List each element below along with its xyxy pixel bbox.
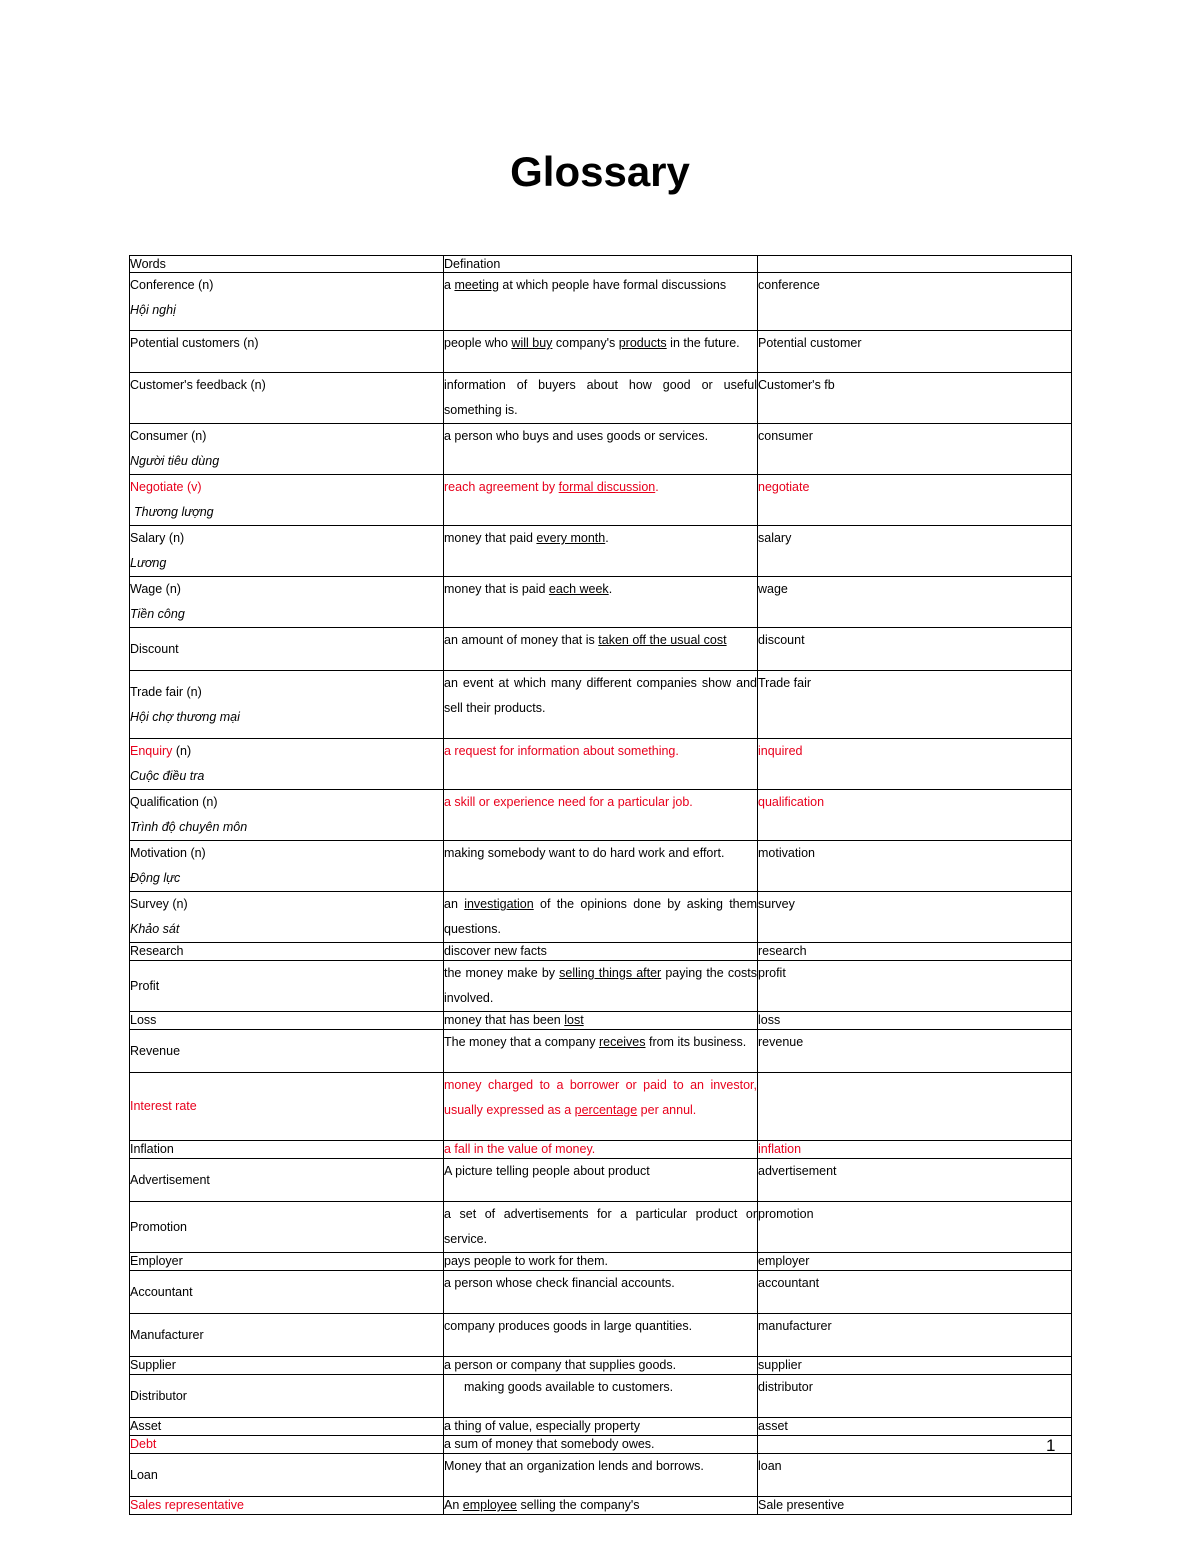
- table-row: [130, 424, 1072, 475]
- note-cell: revenue: [758, 1030, 1072, 1073]
- definition-text: money that paid: [444, 531, 537, 545]
- definition-text: money that is paid: [444, 582, 549, 596]
- word-text: Trade fair (n): [130, 684, 202, 699]
- word-text: Enquiry: [130, 744, 173, 758]
- table-row: [130, 1497, 1072, 1515]
- word-text: Survey (n): [130, 897, 188, 911]
- table-row: [130, 526, 1072, 577]
- note-cell: inquired: [758, 739, 1072, 790]
- definition-cell: a person who buys and uses goods or services.: [444, 424, 758, 475]
- table-row: [130, 739, 1072, 790]
- definition-text: the money make by: [444, 966, 560, 980]
- word-cell: [130, 475, 444, 526]
- definition-cell: [444, 1497, 758, 1515]
- word-cell: Advertisement: [130, 1159, 444, 1202]
- definition-cell: [444, 628, 758, 671]
- table-row: [130, 841, 1072, 892]
- word-cell: [130, 790, 444, 841]
- word-translation: Trình độ chuyên môn: [130, 820, 248, 834]
- note-cell: profit: [758, 961, 1072, 1012]
- word-translation: Lương: [130, 556, 167, 570]
- word-translation: Cuộc điều tra: [130, 769, 205, 783]
- word-cell: Manufacturer: [130, 1314, 444, 1357]
- definition-underlined: each week: [548, 582, 609, 596]
- definition-text: at which people have formal discussions: [498, 278, 727, 292]
- definition-cell: making somebody want to do hard work and effort.: [444, 841, 758, 892]
- table-row: [130, 1357, 1072, 1375]
- table-row: [130, 1454, 1072, 1497]
- note-cell: asset: [758, 1418, 1072, 1436]
- word-cell: Accountant: [130, 1271, 444, 1314]
- word-translation: Động lực: [130, 871, 181, 885]
- definition-cell: a request for information about something.: [444, 739, 758, 790]
- table-row: [130, 1202, 1072, 1253]
- definition-text: selling the company's: [516, 1498, 640, 1512]
- definition-text: paying the costs involved.: [444, 966, 757, 1005]
- definition-underlined: percentage: [574, 1103, 638, 1117]
- note-cell: negotiate: [758, 475, 1072, 526]
- page-title: Glossary: [510, 148, 690, 195]
- definition-cell: a set of advertisements for a particular product or service.: [444, 1202, 758, 1253]
- definition-text: people who: [444, 336, 512, 350]
- definition-cell: [444, 1012, 758, 1030]
- definition-cell: information of buyers about how good or useful something is.: [444, 373, 758, 424]
- definition-underlined: lost: [564, 1013, 584, 1027]
- definition-cell: Money that an organization lends and borrows.: [444, 1454, 758, 1497]
- definition-underlined: receives: [598, 1035, 646, 1049]
- note-cell: motivation: [758, 841, 1072, 892]
- word-text: Conference (n): [130, 278, 214, 292]
- table-row: [130, 1141, 1072, 1159]
- word-translation: Khảo sát: [130, 922, 180, 936]
- word-cell: Debt: [130, 1436, 444, 1454]
- table-header-row: [130, 256, 1072, 273]
- word-cell: Asset: [130, 1418, 444, 1436]
- note-cell: promotion: [758, 1202, 1072, 1253]
- definition-text: An: [444, 1498, 463, 1512]
- table-row: [130, 1073, 1072, 1141]
- definition-cell: a thing of value, especially property: [444, 1418, 758, 1436]
- note-cell: loss: [758, 1012, 1072, 1030]
- definition-underlined: taken off the usual cost: [598, 633, 727, 647]
- table-row: [130, 961, 1072, 1012]
- definition-cell: making goods available to customers.: [444, 1375, 758, 1418]
- table-row: [130, 671, 1072, 739]
- header-words: Words: [130, 256, 444, 273]
- table-row: [130, 1375, 1072, 1418]
- table-row: [130, 1012, 1072, 1030]
- word-cell: Revenue: [130, 1030, 444, 1073]
- definition-text: per annul.: [637, 1103, 697, 1117]
- table-row: [130, 790, 1072, 841]
- table-row: [130, 373, 1072, 424]
- definition-cell: a fall in the value of money.: [444, 1141, 758, 1159]
- word-text: Negotiate (v): [130, 480, 202, 494]
- definition-cell: a sum of money that somebody owes.: [444, 1436, 758, 1454]
- table-row: [130, 892, 1072, 943]
- definition-cell: [444, 1030, 758, 1073]
- word-cell: Interest rate: [130, 1073, 444, 1141]
- word-cell: [130, 841, 444, 892]
- definition-text: in the future.: [666, 336, 740, 350]
- word-cell: Sales representative: [130, 1497, 444, 1515]
- note-cell: discount: [758, 628, 1072, 671]
- table-row: [130, 273, 1072, 331]
- definition-cell: pays people to work for them.: [444, 1253, 758, 1271]
- word-cell: Supplier: [130, 1357, 444, 1375]
- word-cell: [130, 671, 444, 739]
- definition-underlined: meeting: [454, 278, 499, 292]
- definition-cell: [444, 961, 758, 1012]
- word-translation: Thương lượng: [134, 505, 214, 519]
- note-cell: accountant: [758, 1271, 1072, 1314]
- definition-text: an: [444, 897, 465, 911]
- note-cell: distributor: [758, 1375, 1072, 1418]
- word-text: Wage (n): [130, 582, 181, 596]
- word-pos: (n): [172, 744, 192, 758]
- definition-cell: discover new facts: [444, 943, 758, 961]
- definition-underlined: every month: [536, 531, 606, 545]
- table-row: [130, 1418, 1072, 1436]
- note-cell: [758, 1073, 1072, 1141]
- word-text: Motivation (n): [130, 846, 206, 860]
- definition-underlined: formal discussion: [558, 480, 656, 494]
- word-cell: Research: [130, 943, 444, 961]
- definition-text: money that has been: [444, 1013, 565, 1027]
- note-cell: [758, 1436, 1072, 1454]
- table-row: [130, 331, 1072, 373]
- note-cell: Trade fair: [758, 671, 1072, 739]
- definition-underlined: selling things after: [559, 966, 662, 980]
- definition-text: of the opinions done by asking them questions.: [444, 897, 757, 936]
- word-cell: Promotion: [130, 1202, 444, 1253]
- definition-cell: [444, 526, 758, 577]
- note-cell: research: [758, 943, 1072, 961]
- definition-text: The money that a company: [444, 1035, 599, 1049]
- table-row: [130, 577, 1072, 628]
- table-row: [130, 1253, 1072, 1271]
- definition-cell: [444, 1073, 758, 1141]
- definition-cell: [444, 892, 758, 943]
- definition-text: an amount of money that is: [444, 633, 599, 647]
- word-cell: Distributor: [130, 1375, 444, 1418]
- note-cell: Potential customer: [758, 331, 1072, 373]
- word-translation: Hội nghị: [130, 303, 176, 317]
- note-cell: qualification: [758, 790, 1072, 841]
- word-translation: Tiền công: [130, 607, 185, 621]
- note-cell: conference: [758, 273, 1072, 331]
- note-cell: advertisement: [758, 1159, 1072, 1202]
- definition-underlined: investigation: [464, 897, 534, 911]
- word-cell: [130, 739, 444, 790]
- definition-cell: a person or company that supplies goods.: [444, 1357, 758, 1375]
- note-cell: consumer: [758, 424, 1072, 475]
- note-cell: Customer's fb: [758, 373, 1072, 424]
- definition-text: a: [444, 278, 455, 292]
- word-translation: Người tiêu dùng: [130, 454, 220, 468]
- word-cell: Discount: [130, 628, 444, 671]
- definition-underlined: will buy: [511, 336, 553, 350]
- table-row: [130, 1271, 1072, 1314]
- word-cell: [130, 273, 444, 331]
- definition-underlined: products: [618, 336, 667, 350]
- word-cell: [130, 526, 444, 577]
- definition-cell: company produces goods in large quantities.: [444, 1314, 758, 1357]
- header-definition: Defination: [444, 256, 758, 273]
- note-cell: loan: [758, 1454, 1072, 1497]
- table-row: [130, 628, 1072, 671]
- table-row: [130, 1314, 1072, 1357]
- table-row: [130, 943, 1072, 961]
- note-cell: supplier: [758, 1357, 1072, 1375]
- word-cell: Loss: [130, 1012, 444, 1030]
- table-row: [130, 1030, 1072, 1073]
- word-cell: [130, 577, 444, 628]
- word-text: Consumer (n): [130, 429, 207, 443]
- table-row: [130, 1159, 1072, 1202]
- definition-cell: A picture telling people about product: [444, 1159, 758, 1202]
- definition-cell: [444, 577, 758, 628]
- note-cell: inflation: [758, 1141, 1072, 1159]
- table-row: [130, 475, 1072, 526]
- definition-cell: a skill or experience need for a particular job.: [444, 790, 758, 841]
- definition-cell: an event at which many different companies show and sell their products.: [444, 671, 758, 739]
- word-cell: [130, 424, 444, 475]
- note-cell: manufacturer: [758, 1314, 1072, 1357]
- word-cell: Potential customers (n): [130, 331, 444, 373]
- word-cell: [130, 892, 444, 943]
- note-cell: survey: [758, 892, 1072, 943]
- page-number: 1: [1046, 1436, 1056, 1455]
- word-cell: Inflation: [130, 1141, 444, 1159]
- definition-text: reach agreement by: [444, 480, 559, 494]
- word-cell: Customer's feedback (n): [130, 373, 444, 424]
- note-cell: salary: [758, 526, 1072, 577]
- word-text: Salary (n): [130, 531, 185, 545]
- definition-text: .: [655, 480, 659, 494]
- definition-text: money charged to a borrower or paid to an investor, usually expressed as a: [444, 1078, 757, 1117]
- definition-text: .: [605, 531, 609, 545]
- word-text: Qualification (n): [130, 795, 218, 809]
- definition-underlined: employee: [462, 1498, 517, 1512]
- table-row: [130, 1436, 1072, 1454]
- definition-cell: [444, 331, 758, 373]
- definition-cell: [444, 273, 758, 331]
- note-cell: employer: [758, 1253, 1072, 1271]
- definition-cell: [444, 475, 758, 526]
- note-cell: wage: [758, 577, 1072, 628]
- word-cell: Loan: [130, 1454, 444, 1497]
- word-cell: Employer: [130, 1253, 444, 1271]
- definition-text: company's: [552, 336, 619, 350]
- definition-text: from its business.: [645, 1035, 747, 1049]
- definition-text: .: [608, 582, 613, 596]
- glossary-table: [129, 255, 1072, 1515]
- note-cell: Sale presentive: [758, 1497, 1072, 1515]
- word-translation: Hội chợ thương mại: [130, 709, 240, 724]
- word-cell: Profit: [130, 961, 444, 1012]
- header-extra: [758, 256, 1072, 273]
- definition-cell: a person whose check financial accounts.: [444, 1271, 758, 1314]
